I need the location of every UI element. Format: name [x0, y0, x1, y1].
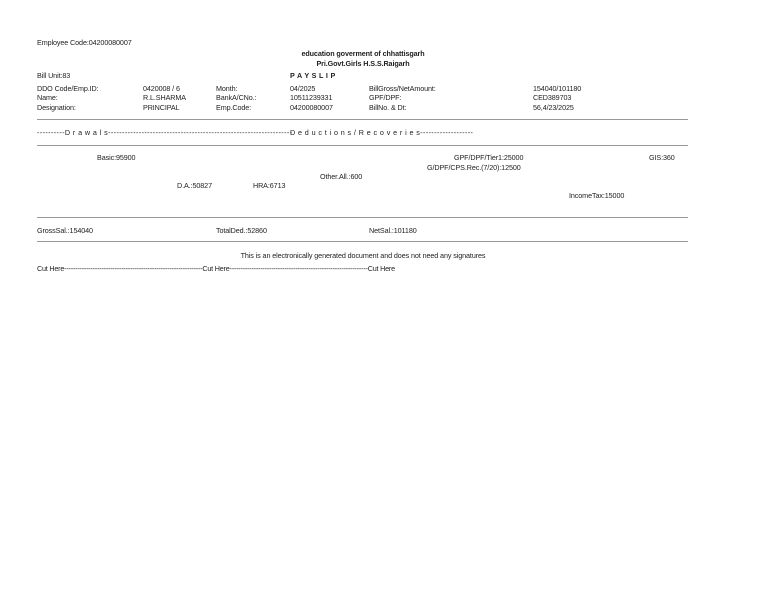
- bank-label: BankA/CNo.:: [216, 93, 257, 102]
- empcode-value: 04200080007: [290, 103, 333, 112]
- department-name: education goverment of chhattisgarh: [301, 49, 425, 58]
- employee-code-line: Employee Code:04200080007: [37, 38, 132, 47]
- divider: [37, 241, 688, 242]
- total-deductions: TotalDed.:52860: [216, 226, 267, 235]
- month-label: Month:: [216, 84, 238, 93]
- designation-label: Designation:: [37, 103, 76, 112]
- bank-value: 10511239331: [290, 93, 333, 102]
- divider: [37, 217, 688, 218]
- gross-salary: GrossSal.:154040: [37, 226, 93, 235]
- payslip-title: P A Y S L I P: [290, 71, 336, 80]
- billgross-label: BillGross/NetAmount:: [369, 84, 436, 93]
- footer-note: This is an electronically generated document and does not need any signatures: [240, 251, 486, 260]
- empcode-label: Emp.Code:: [216, 103, 252, 112]
- gdpf-cps-rec: G/DPF/CPS.Rec.(7/20):12500: [427, 163, 521, 172]
- deductions-header: D e d u c t i o n s / R e c o v e r i e s-------------------: [290, 128, 474, 137]
- school-name: Pri.Govt.Girls H.S.S.Raigarh: [316, 59, 410, 68]
- gpf-value: CED389703: [533, 93, 572, 102]
- billno-value: 56,4/23/2025: [533, 103, 574, 112]
- gis: GIS:360: [649, 153, 675, 162]
- divider: [37, 119, 688, 120]
- ddo-label: DDO Code/Emp.ID:: [37, 84, 99, 93]
- gpf-label: GPF/DPF:: [369, 93, 402, 102]
- cut-line: Cut Here---------------------------------------------------------------Cut Here---------------------------------------------------------------Cut Here: [37, 264, 395, 273]
- month-value: 04/2025: [290, 84, 316, 93]
- name-label: Name:: [37, 93, 58, 102]
- name-value: R.L.SHARMA: [143, 93, 186, 102]
- designation-value: PRINCIPAL: [143, 103, 180, 112]
- bill-unit: Bill Unit:83: [37, 71, 71, 80]
- divider: [37, 145, 688, 146]
- basic-pay: Basic:95900: [97, 153, 136, 162]
- drawals-header: ----------D r a w a l s------------------------------------------------------------------: [37, 128, 293, 137]
- other-allowance: Other.All.:600: [320, 172, 363, 181]
- hra: HRA:6713: [253, 181, 286, 190]
- billno-label: BillNo. & Dt:: [369, 103, 407, 112]
- gpf-tier1: GPF/DPF/Tier1:25000: [454, 153, 524, 162]
- dearness-allowance: D.A.:50827: [177, 181, 212, 190]
- income-tax: IncomeTax:15000: [569, 191, 625, 200]
- billgross-value: 154040/101180: [533, 84, 582, 93]
- ddo-value: 0420008 / 6: [143, 84, 180, 93]
- net-salary: NetSal.:101180: [369, 226, 417, 235]
